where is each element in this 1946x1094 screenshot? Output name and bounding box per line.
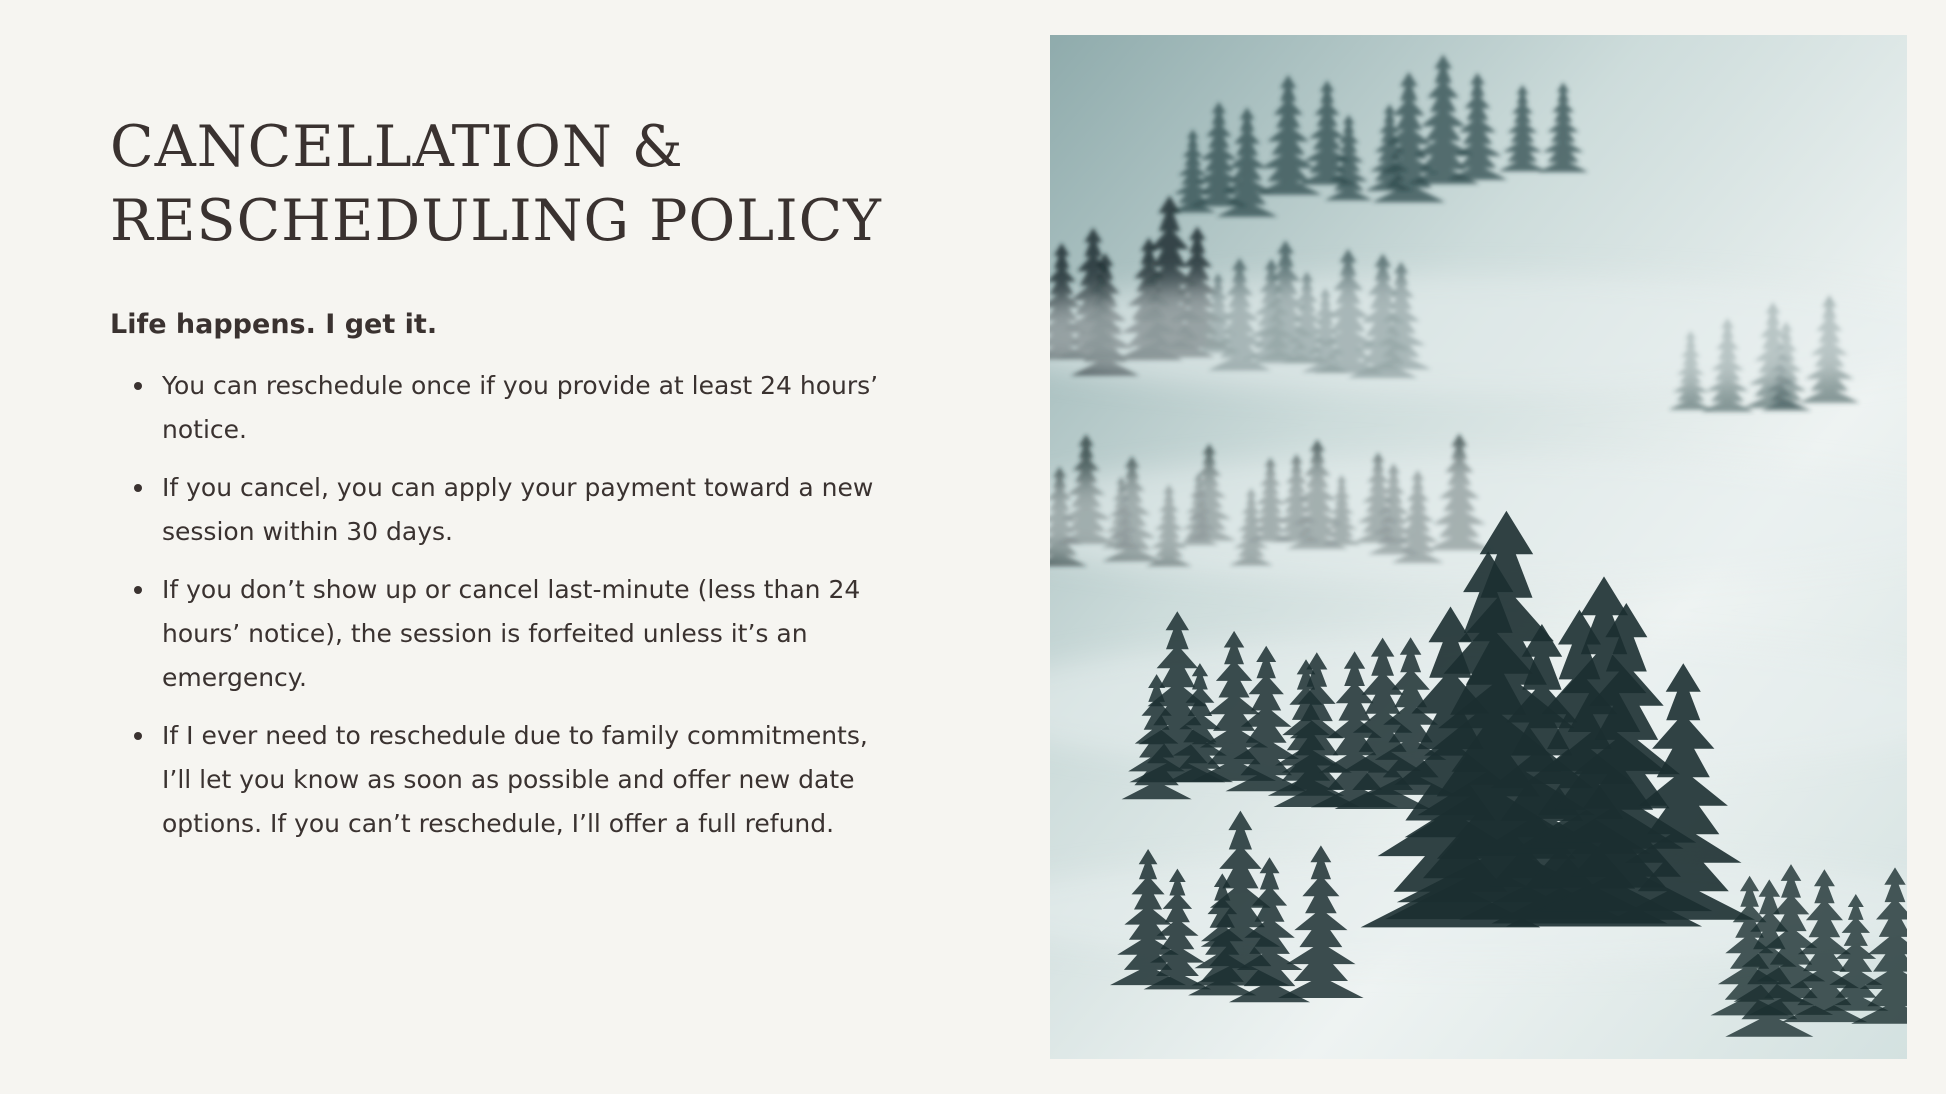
title-line-1: CANCELLATION & — [110, 114, 684, 180]
list-item-text: You can reschedule once if you provide at least 24 hours’ notice. — [162, 371, 879, 444]
policy-list — [110, 364, 890, 846]
list-item-text: If you cancel, you can apply your payment toward a new session within 30 days. — [162, 473, 874, 546]
subtitle: Life happens. I get it. — [110, 309, 438, 340]
page-title — [110, 110, 890, 258]
list-item-text: If I ever need to reschedule due to family commitments, I’ll let you know as soon as possible and offer new date options. If you can’t reschedule, I’ll offer a full refund. — [162, 721, 868, 838]
misty-forest-image — [1050, 35, 1907, 1059]
list-item — [110, 568, 890, 700]
forest-illustration — [1050, 35, 1907, 1059]
fog-band — [1050, 275, 1907, 395]
text-column — [110, 110, 890, 860]
list-item — [110, 466, 890, 554]
title-line-2: RESCHEDULING POLICY — [110, 188, 882, 254]
bullet-icon — [134, 484, 142, 492]
list-item — [110, 364, 890, 452]
list-item — [110, 714, 890, 846]
fog-band — [1050, 455, 1907, 585]
bullet-icon — [134, 732, 142, 740]
bullet-icon — [134, 586, 142, 594]
bullet-icon — [134, 382, 142, 390]
list-item-text: If you don’t show up or cancel last-minute (less than 24 hours’ notice), the session is forfeited unless it’s an emergency. — [162, 575, 861, 692]
